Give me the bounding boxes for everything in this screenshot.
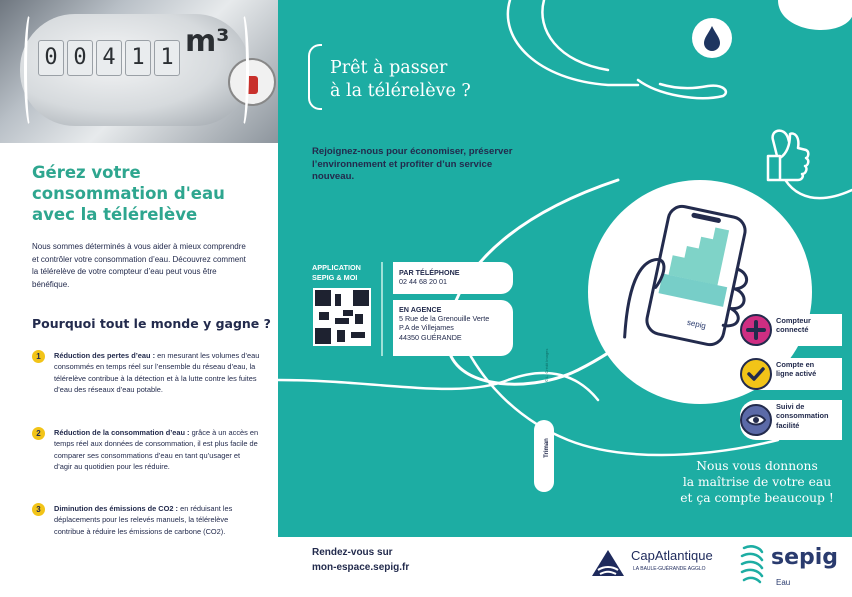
feature-label <box>776 402 829 430</box>
phone-number[interactable]: 02 44 68 20 01 <box>399 277 447 286</box>
left-panel <box>0 0 278 597</box>
feature-label-line: Compte en <box>776 360 815 369</box>
benefit-title: Réduction de la consommation d’eau : <box>54 428 190 437</box>
benefit-text <box>54 350 260 395</box>
feature-label-line: consommation <box>776 411 829 421</box>
number-badge: 1 <box>32 350 45 363</box>
water-drop-icon <box>692 14 732 60</box>
capatlantique-name: CapAtlantique <box>631 548 713 563</box>
benefit-description: en mesurant les volumes d’eau consommés en temps réel sur l’ensemble du réseau d’eau, la télérelève contribue à la détection et à la lutte contre les fuites d’eau des réseaux d’eau potable. <box>54 351 260 394</box>
app-label <box>312 263 361 283</box>
slogan-line: la maîtrise de votre eau <box>682 475 832 490</box>
feature-consumption-tracking <box>740 400 842 440</box>
phone-in-hand-icon <box>618 200 768 370</box>
left-intro: Nous sommes déterminés à vous aider à mieux comprendre et contrôler votre consommation d’eau. Découvrez comment la télérelève de votre compteur d’eau peut vous être bénéfique. <box>32 242 246 289</box>
cable-line-3 <box>278 373 598 400</box>
meter-digit: 0 <box>67 40 93 76</box>
feature-label-line: ligne activé <box>776 369 817 379</box>
benefit-text <box>54 503 260 537</box>
benefit-description: grâce à un accès en temps réel aux données de consommation, il est plus facile de comparer ses consommations d’eau en tant qu’usager et d’agir au quotidien pour les réduire. <box>54 428 259 471</box>
feature-label-line: Compteur <box>776 316 811 325</box>
website-link[interactable]: mon-espace.sepig.fr <box>312 561 410 573</box>
number-badge: 3 <box>32 503 45 516</box>
sepig-subtitle: Eau <box>776 578 791 587</box>
website-callout <box>312 546 409 575</box>
qr-finder <box>315 290 331 306</box>
app-label-line-1: APPLICATION <box>312 263 361 272</box>
capatlantique-logo-icon <box>590 546 630 580</box>
middle-title <box>330 57 560 103</box>
right-bracket-icon <box>236 12 249 128</box>
feature-label-line: Suivi de <box>776 402 805 411</box>
qr-module <box>355 314 363 324</box>
left-title: Gérez votre consommation d'eau avec la télérelève <box>32 163 225 224</box>
svg-text:sepig: sepig <box>686 317 707 331</box>
sepig-name: sepig <box>771 545 839 570</box>
agency-heading: EN AGENCE <box>399 305 442 314</box>
qr-module <box>343 310 353 316</box>
benefit-text <box>54 427 260 472</box>
qr-code[interactable] <box>313 288 371 346</box>
agency-address-line: 5 Rue de la Grenouille Verte <box>399 314 490 323</box>
meter-digit: 1 <box>125 40 151 76</box>
phone-card <box>393 262 513 294</box>
app-label-line-2: SEPIG & MOI <box>312 273 358 282</box>
plus-icon <box>740 314 772 346</box>
website-callout-line: Rendez-vous sur <box>312 547 393 558</box>
qr-finder <box>315 328 331 344</box>
meter-digits <box>38 40 180 76</box>
qr-module <box>335 294 341 306</box>
water-drop-badge <box>778 0 852 30</box>
feature-label <box>776 360 816 379</box>
slogan <box>672 458 842 507</box>
meter-digit: 0 <box>38 40 64 76</box>
benefit-description: en réduisant les déplacements pour les relevés manuels, la télérelève contribue à réduire les émissions de carbone (CO2). <box>54 504 233 536</box>
triman-text: Triman <box>543 438 550 458</box>
feature-connected-meter <box>740 314 842 346</box>
qr-module <box>319 312 329 320</box>
check-icon <box>740 358 772 390</box>
meter-digit: 1 <box>154 40 180 76</box>
qr-module <box>337 330 345 342</box>
agency-address-line: P.A de Villejames <box>399 323 454 333</box>
slogan-line: Nous vous donnons <box>696 459 818 473</box>
middle-title-line-2: à la télérelève ? <box>330 81 471 101</box>
qr-module <box>335 318 349 324</box>
left-bracket-icon <box>24 12 37 128</box>
thumbs-up-icon <box>760 128 810 184</box>
sepig-logo-icon <box>738 542 768 586</box>
meter-unit: m³ <box>185 24 230 59</box>
title-bracket-icon <box>308 44 322 110</box>
water-meter-photo <box>0 0 278 143</box>
divider <box>381 262 383 356</box>
middle-subtitle: Rejoignez-nous pour économiser, préserver l’environnement et profiter d’un service nouveau. <box>312 146 513 182</box>
qr-finder <box>353 290 369 306</box>
agency-address-line: 44350 GUÉRANDE <box>399 332 462 342</box>
qr-module <box>351 332 365 338</box>
feature-online-account <box>740 358 842 390</box>
feature-label <box>776 316 811 335</box>
agency-card <box>393 300 513 356</box>
middle-title-line-1: Prêt à passer <box>330 58 448 78</box>
eye-icon <box>740 404 772 436</box>
benefit-title: Réduction des pertes d’eau : <box>54 351 156 360</box>
capatlantique-subtitle: LA BAULE-GUÉRANDE AGGLO <box>633 566 706 572</box>
image-credit: © L. Crédit Images <box>544 348 549 382</box>
phone-heading: PAR TÉLÉPHONE <box>399 268 460 277</box>
slogan-line: et ça compte beaucoup ! <box>680 491 834 506</box>
benefit-title: Diminution des émissions de CO2 : <box>54 504 179 513</box>
open-hand-line <box>638 80 726 98</box>
meter-digit: 4 <box>96 40 122 76</box>
feature-label-line: facilité <box>776 420 800 430</box>
number-badge: 2 <box>32 427 45 440</box>
left-subtitle: Pourquoi tout le monde y gagne ? <box>32 316 271 331</box>
feature-label-line: connecté <box>776 325 809 335</box>
triman-logo <box>534 420 554 492</box>
